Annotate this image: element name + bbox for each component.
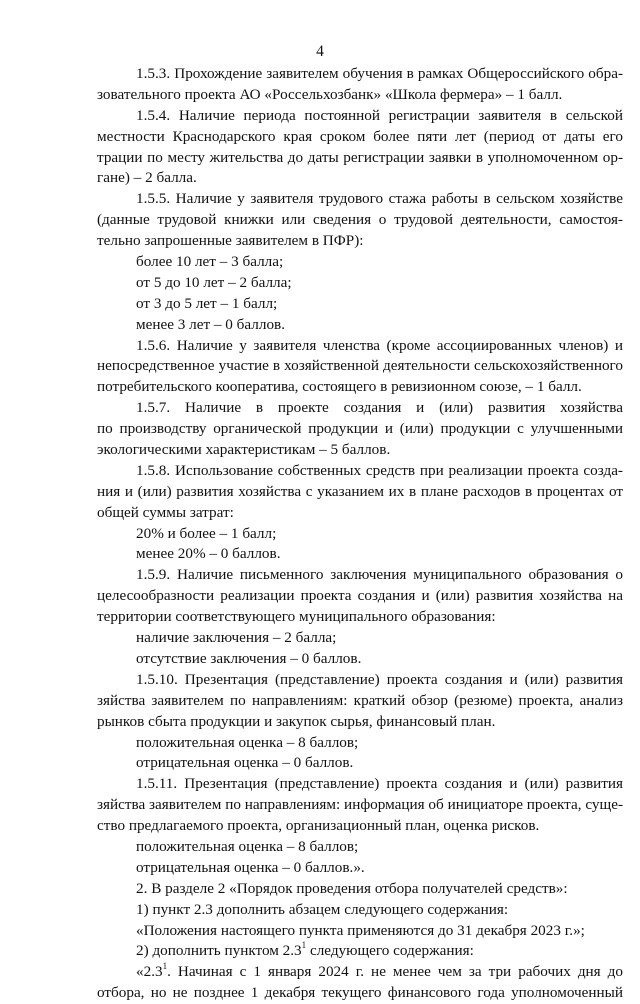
text-line	[97, 148, 623, 169]
text-line	[97, 461, 623, 482]
text-line	[97, 753, 623, 774]
text-line-main: менее 3 лет – 0 баллов.	[136, 315, 286, 333]
text-line-main: ния и (или) развития хозяйства с указанием их в плане расходов в процентах от	[97, 482, 623, 500]
text-line-main: 2. В разделе 2 «Порядок проведения отбора получателей средств»:	[136, 879, 568, 897]
text-line	[97, 231, 623, 252]
text-line	[97, 503, 623, 524]
text-line	[97, 482, 623, 503]
text-line-main: от 5 до 10 лет – 2 балла;	[136, 273, 292, 291]
text-line-main: 1.5.3. Прохождение заявителем обучения в рамках Общероссийского обра-	[136, 65, 623, 82]
text-line	[97, 419, 623, 440]
text-line	[97, 64, 623, 85]
text-line-main: 1.5.5. Наличие у заявителя трудового стажа работы в сельском хозяйстве	[136, 190, 623, 208]
text-line-main: 20% и более – 1 балл;	[136, 524, 277, 542]
text-line-main: отбора, но не позднее 1 декабря текущего финансового года уполномоченный	[97, 984, 623, 1002]
text-line	[97, 544, 623, 565]
text-line-main: положительная оценка – 8 баллов;	[136, 837, 359, 855]
text-line-main: 1.5.6. Наличие у заявителя членства (кроме ассоциированных членов) и	[136, 336, 623, 354]
text-line	[97, 607, 623, 628]
text-line	[97, 691, 623, 712]
text-line	[97, 356, 623, 377]
text-line-main: наличие заключения – 2 балла;	[136, 629, 337, 647]
text-line	[97, 879, 623, 900]
text-line	[97, 837, 623, 858]
page-number: 4	[316, 43, 324, 60]
text-line	[97, 524, 623, 545]
text-line	[97, 168, 623, 189]
text-line-main: более 10 лет – 3 балла;	[136, 253, 284, 271]
text-line	[97, 649, 623, 670]
text-line-main: ство предлагаемого проекта, организационный план, оценка рисков.	[97, 817, 540, 835]
text-line	[97, 670, 623, 691]
text-line-main: непосредственное участие в хозяйственной деятельности сельскохозяйственного	[97, 357, 623, 375]
text-line	[97, 315, 623, 336]
document-body	[97, 64, 623, 1004]
text-line	[97, 983, 623, 1004]
text-line	[97, 127, 623, 148]
text-line	[97, 816, 623, 837]
text-line-main: менее 20% – 0 баллов.	[136, 545, 281, 563]
text-line-main: зовательного проекта АО «Россельхозбанк» «Школа фермера» – 1 балл.	[97, 85, 563, 103]
text-line-main: территории соответствующего муниципального образования:	[97, 608, 496, 626]
text-line	[97, 336, 623, 357]
text-line-main: 1.5.4. Наличие периода постоянной регистрации заявителя в сельской	[136, 106, 623, 124]
text-line	[97, 712, 623, 733]
text-line	[97, 921, 623, 942]
text-line	[97, 210, 623, 231]
text-line	[97, 774, 623, 795]
text-line	[97, 398, 623, 419]
text-line-main: 1.5.10. Презентация (представление) проекта создания и (или) развития	[136, 670, 623, 688]
text-line-main: положительная оценка – 8 баллов;	[136, 733, 359, 751]
text-line-main: тельно запрошенные заявителем в ПФР):	[97, 232, 364, 250]
text-line	[97, 941, 623, 962]
text-line	[97, 962, 623, 983]
text-line-main: 1.5.7. Наличие в проекте создания и (или) развития хозяйства	[136, 399, 623, 417]
text-line	[97, 85, 623, 106]
text-line-main: 1.5.11. Презентация (представление) проекта создания и (или) развития	[136, 775, 623, 793]
text-line	[97, 189, 623, 210]
text-line-main: 1.5.8. Использование собственных средств при реализации проекта созда-	[136, 461, 623, 479]
text-line	[97, 252, 623, 273]
text-line	[97, 377, 623, 398]
text-line-main: общей суммы затрат:	[97, 503, 234, 521]
text-line-main: местности Краснодарского края сроком более пяти лет (период от даты его	[97, 127, 623, 145]
text-line-main: 1.5.9. Наличие письменного заключения муниципального образования о	[136, 566, 623, 584]
text-line-main: отрицательная оценка – 0 баллов.».	[136, 858, 365, 876]
text-line	[97, 273, 623, 294]
text-line-main: отрицательная оценка – 0 баллов.	[136, 754, 354, 772]
text-line	[97, 733, 623, 754]
text-line	[97, 440, 623, 461]
text-line	[97, 628, 623, 649]
text-line	[97, 294, 623, 315]
text-line-main: гане) – 2 балла.	[97, 169, 197, 187]
text-line	[97, 106, 623, 127]
text-line	[97, 795, 623, 816]
text-line-main: по производству органической продукции и (или) продукции с улучшенными	[97, 420, 623, 438]
text-line-main: зяйства заявителем по направлениям: краткий обзор (резюме) проекта, анализ	[97, 691, 623, 709]
text-line-main: «Положения настоящего пункта применяются до 31 декабря 2023 г.»;	[136, 921, 585, 939]
text-line-main: зяйства заявителем по направлениям: информация об инициаторе проекта, суще-	[97, 796, 623, 814]
text-line-main: отсутствие заключения – 0 баллов.	[136, 649, 362, 667]
superscript: 1	[301, 940, 307, 951]
text-line	[97, 858, 623, 879]
text-line-tail: . Начиная с 1 января 2024 г. не менее чем за три рабочих дня до	[167, 963, 623, 981]
text-line-main: потребительского кооператива, состоящего в ревизионном союзе, – 1 балл.	[97, 378, 582, 396]
text-line-main: «2.3	[136, 963, 163, 981]
superscript: 1	[162, 962, 168, 972]
text-line-tail: следующего содержания:	[306, 942, 474, 960]
text-line-main: 2) дополнить пунктом 2.3	[136, 942, 302, 960]
text-line-main: целесообразности реализации проекта создания и (или) развития хозяйства на	[97, 587, 623, 605]
text-line	[97, 900, 623, 921]
text-line-main: трации по месту жительства до даты регистрации заявки в уполномоченном ор-	[97, 148, 623, 166]
text-line-main: рынков сбыта продукции и закупок сырья, финансовый план.	[97, 712, 496, 730]
text-line-main: (данные трудовой книжки или сведения о трудовой деятельности, самостоя-	[97, 211, 623, 229]
text-line	[97, 565, 623, 586]
text-line-main: 1) пункт 2.3 дополнить абзацем следующего содержания:	[136, 900, 509, 918]
text-line	[97, 586, 623, 607]
text-line-main: от 3 до 5 лет – 1 балл;	[136, 294, 278, 312]
text-line-main: экологическими характеристикам – 5 баллов.	[97, 441, 391, 459]
